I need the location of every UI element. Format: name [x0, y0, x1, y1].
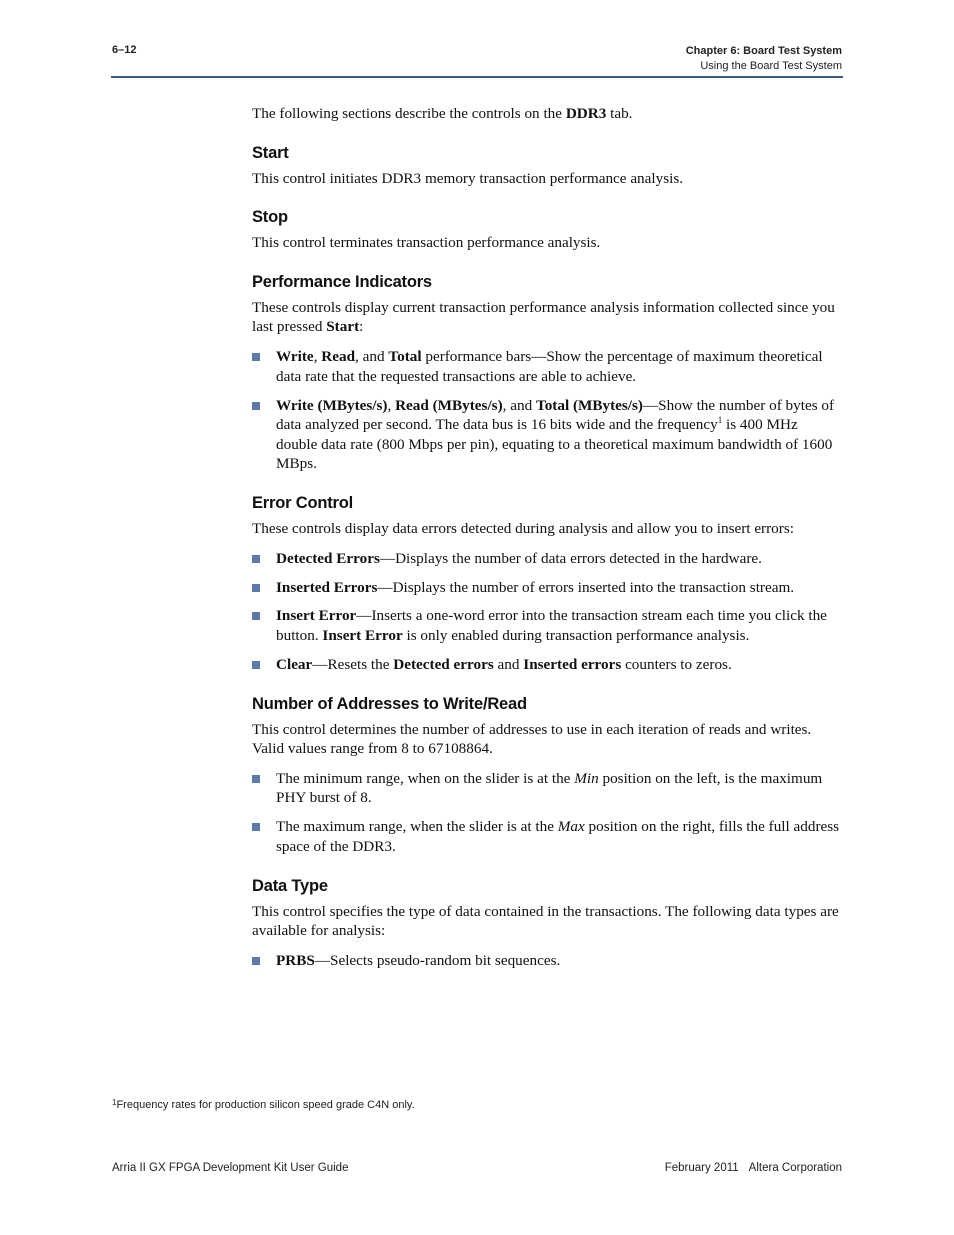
performance-indicators-intro: These controls display current transaction performance analysis information collected since you last pressed Start: [252, 298, 835, 336]
square-bullet-icon [252, 775, 260, 783]
number-of-addresses-heading: Number of Addresses to Write/Read [252, 694, 527, 713]
data-type-intro: This control specifies the type of data contained in the transactions. The following data types are available for analysis: [252, 902, 839, 940]
list-item: Detected Errors—Displays the number of data errors detected in the hardware. [252, 549, 842, 569]
list-item: Inserted Errors—Displays the number of errors inserted into the transaction stream. [252, 578, 842, 598]
performance-indicators-heading: Performance Indicators [252, 272, 432, 291]
document-title: Arria II GX FPGA Development Kit User Guide [112, 1162, 349, 1174]
square-bullet-icon [252, 555, 260, 563]
number-of-addresses-list [252, 769, 842, 857]
data-type-list [252, 951, 842, 971]
company-name: Altera Corporation [748, 1162, 842, 1174]
list-item: PRBS—Selects pseudo-random bit sequences. [252, 951, 842, 971]
running-header [686, 44, 842, 74]
page-number: 6–12 [112, 44, 137, 56]
error-control-list [252, 549, 842, 675]
section-title: Using the Board Test System [700, 60, 842, 72]
square-bullet-icon [252, 612, 260, 620]
list-item: Write (MBytes/s), Read (MBytes/s), and Total (MBytes/s)—Show the number of bytes of data analyzed per second. The data bus is 16 bits wide and the frequency$^1$ is 400 MHz double data rate (800 Mbps per pin), equating to a theoretical maximum bandwidth of 1600 MBps. [252, 396, 842, 474]
page-body [252, 104, 842, 980]
intro-paragraph: The following sections describe the controls on the DDR3 tab. [252, 105, 633, 122]
error-control-intro: These controls display data errors detected during analysis and allow you to insert errors: [252, 519, 794, 537]
error-control-heading: Error Control [252, 493, 353, 512]
square-bullet-icon [252, 957, 260, 965]
publication-date: February 2011 [664, 1162, 739, 1174]
square-bullet-icon [252, 584, 260, 592]
ddr3-tab-label: DDR3 [565, 105, 607, 122]
start-heading: Start [252, 143, 289, 162]
stop-heading: Stop [252, 208, 288, 227]
stop-description: This control terminates transaction performance analysis. [252, 234, 601, 252]
square-bullet-icon [252, 353, 260, 361]
list-item: Insert Error—Inserts a one-word error into the transaction stream each time you click the button. Insert Error is only enabled during transaction performance analysis. [252, 606, 842, 645]
list-item: Clear—Resets the Detected errors and Inserted errors counters to zeros. [252, 655, 842, 675]
square-bullet-icon [252, 823, 260, 831]
footnote-mark: 1 [112, 1098, 117, 1107]
list-item: Write, Read, and Total performance bars—Show the percentage of maximum theoretical data rate that the requested transactions are able to achieve. [252, 347, 842, 386]
number-of-addresses-intro: This control determines the number of addresses to use in each iteration of reads and writes. Valid values range from 8 to 67108864. [252, 720, 812, 758]
square-bullet-icon [252, 402, 260, 410]
performance-indicators-list [252, 347, 842, 474]
footnote-reference[interactable]: 1 [717, 415, 723, 426]
list-item: The minimum range, when on the slider is at the Min position on the left, is the maximum PHY burst of 8. [252, 769, 842, 808]
start-description: This control initiates DDR3 memory transaction performance analysis. [252, 169, 684, 187]
footer-right [665, 1162, 842, 1174]
square-bullet-icon [252, 661, 260, 669]
list-item: The maximum range, when the slider is at the Max position on the right, fills the full address space of the DDR3. [252, 817, 842, 856]
chapter-title: Chapter 6: Board Test System [685, 45, 842, 57]
data-type-heading: Data Type [252, 876, 328, 895]
header-rule [111, 76, 843, 78]
footnote: $^1$Frequency rates for production silicon speed grade C4N only. [112, 1098, 415, 1111]
